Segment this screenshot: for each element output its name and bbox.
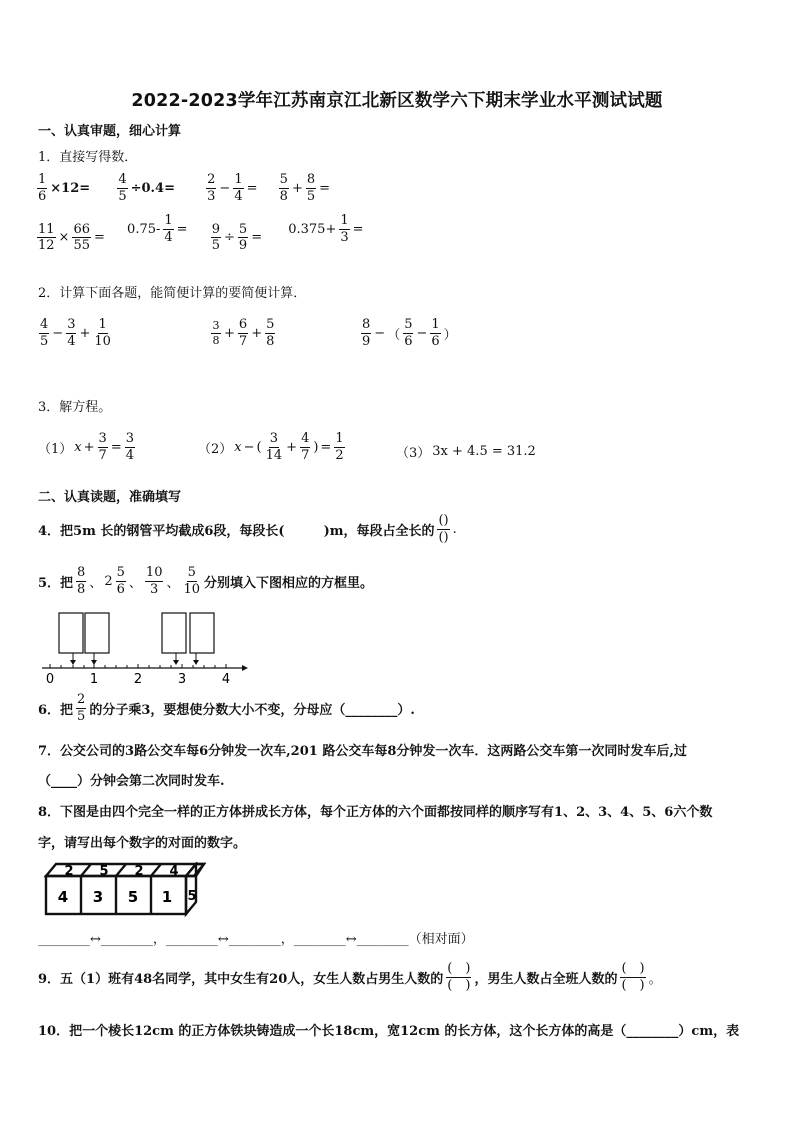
top-number-3: 2 bbox=[134, 864, 144, 879]
axis-label-0: 0 bbox=[45, 672, 55, 686]
fraction: $\frac{1}{4}$ bbox=[234, 172, 243, 204]
answer-box-1 bbox=[59, 613, 83, 653]
question-10: 10．把一个棱长12cm 的正方体铁块铸造成一个长18cm，宽12cm 的长方体，这个长方体的高是（________）cm，表 bbox=[38, 1024, 740, 1039]
answer-box-4 bbox=[190, 613, 214, 653]
question-7-line-1: 7．公交公司的3路公交车每6分钟发一次车,201 路公交车每8分钟发一次车．这两路公交车第一次同时发车后,过 bbox=[38, 744, 687, 759]
question-7-line-2: （____）分钟会第二次同时发车. bbox=[38, 774, 225, 789]
q1-item-6: 0.75- $\frac{1}{4}$ = bbox=[127, 213, 188, 245]
question-8-line-2: 字，请写出每个数字的对面的数字。 bbox=[38, 836, 247, 851]
fraction: $\frac{8}{5}$ bbox=[306, 172, 316, 204]
q1-row2 bbox=[36, 214, 364, 253]
fraction: $\frac{1}{3}$ bbox=[340, 213, 349, 245]
answer-box-2 bbox=[85, 613, 109, 653]
section-heading-1: 一、认真审题，细心计算 bbox=[38, 124, 182, 139]
question-8-line-1: 8．下图是由四个完全一样的正方体拼成长方体，每个正方体的六个面都按同样的顺序写有1、2、3、4、5、6六个数 bbox=[38, 805, 713, 820]
q1-item-7: $\frac{9}{5}$ ÷ $\frac{5}{9}$ = bbox=[211, 221, 263, 254]
fraction: $\frac{2}{3}$ bbox=[207, 172, 216, 204]
question-3-label: 3．解方程。 bbox=[38, 400, 112, 415]
cube-row-figure bbox=[40, 862, 210, 922]
fraction: $\frac{4}{5}$ bbox=[118, 172, 127, 204]
q3-equation-3: （3） 3x + 4.5 = 31.2 bbox=[396, 444, 536, 461]
q2-expression-2: $\frac{3}{8}$ + $\frac{6}{7}$ + $\frac{5}{8}$ bbox=[212, 317, 275, 349]
top-number-4: 4 bbox=[169, 864, 179, 879]
q1-item-8: 0.375+ $\frac{1}{3}$ = bbox=[288, 213, 364, 245]
fraction: $\frac{5}{9}$ bbox=[238, 221, 248, 254]
question-5: 5．把 $\frac{8}{8}$ 、 2 $\frac{5}{6}$ 、 $\frac{10}{3}$ 、 $\frac{5}{10}$ 分别填入下图相应的方框里。 bbox=[38, 565, 374, 597]
pointer-arrows bbox=[70, 653, 199, 665]
fraction: $\frac{66}{55}$ bbox=[73, 221, 90, 254]
q3-equation-2: （2） x − ( $\frac{3}{14}$ + $\frac{4}{7}$ ) = $\frac{1}{2}$ bbox=[198, 431, 344, 463]
q3-equation-1: （1） x + $\frac{3}{7}$ = $\frac{3}{4}$ bbox=[38, 431, 134, 463]
fraction: $\frac{1}{6}$ bbox=[38, 172, 47, 204]
axis-label-1: 1 bbox=[89, 672, 99, 686]
front-number-4: 1 bbox=[161, 888, 173, 906]
front-number-1: 4 bbox=[57, 888, 69, 906]
q1-item-2: $\frac{4}{5}$ ÷0.4= bbox=[118, 172, 175, 204]
axis-arrow bbox=[242, 665, 248, 671]
number-line-figure bbox=[36, 606, 256, 686]
fraction: $\frac{5}{8}$ bbox=[279, 172, 288, 204]
question-8-answer-line: ________↔________，________↔________，________↔________（相对面） bbox=[38, 932, 474, 947]
axis-label-3: 3 bbox=[177, 672, 187, 686]
question-1-label: 1．直接写得数． bbox=[38, 150, 138, 165]
question-4: 4．把5m 长的钢管平均截成6段，每段长( )m，每段占全长的 $\frac{()}{()}$ . bbox=[38, 513, 457, 545]
q1-item-3: $\frac{2}{3}$ − $\frac{1}{4}$ = bbox=[207, 172, 258, 204]
question-6: 6．把 $\frac{2}{5}$ 的分子乘3，要想使分数大小不变，分母应（________）. bbox=[38, 692, 415, 724]
answer-box-3 bbox=[162, 613, 186, 653]
fraction: $\frac{11}{12}$ bbox=[38, 221, 55, 254]
q2-expression-1: $\frac{4}{5}$ − $\frac{3}{4}$ + $\frac{1}{10}$ bbox=[40, 317, 111, 349]
fraction: $\frac{9}{5}$ bbox=[211, 221, 220, 254]
side-number: 5 bbox=[187, 889, 197, 904]
axis-label-2: 2 bbox=[133, 672, 143, 686]
q2-expression-3: $\frac{8}{9}$ − （ $\frac{5}{6}$ − $\frac{1}{6}$ ） bbox=[362, 317, 457, 349]
front-number-2: 3 bbox=[92, 888, 104, 906]
section-heading-2: 二、认真读题，准确填写 bbox=[38, 490, 182, 505]
question-2-label: 2．计算下面各题，能简便计算的要简便计算． bbox=[38, 286, 307, 301]
top-number-1: 2 bbox=[64, 864, 74, 879]
page-title: 2022-2023学年江苏南京江北新区数学六下期末学业水平测试试题 bbox=[131, 91, 663, 111]
q1-row1 bbox=[36, 172, 330, 203]
fraction: $\frac{1}{4}$ bbox=[164, 213, 173, 245]
question-9: 9．五（1）班有48名同学，其中女生有20人，女生人数占男生人数的 $\frac{( )}{( )}$ ，男生人数占全班人数的 $\frac{( )}{( )}$ 。 bbox=[38, 961, 662, 993]
axis-label-4: 4 bbox=[221, 672, 231, 686]
q1-item-5: $\frac{11}{12}$ × $\frac{66}{55}$ = bbox=[38, 221, 105, 254]
q1-item-1: $\frac{1}{6}$ ×12= bbox=[38, 172, 91, 204]
q1-item-4: $\frac{5}{8}$ + $\frac{8}{5}$ = bbox=[279, 172, 331, 204]
top-number-2: 5 bbox=[99, 864, 109, 879]
front-number-3: 5 bbox=[127, 888, 139, 906]
